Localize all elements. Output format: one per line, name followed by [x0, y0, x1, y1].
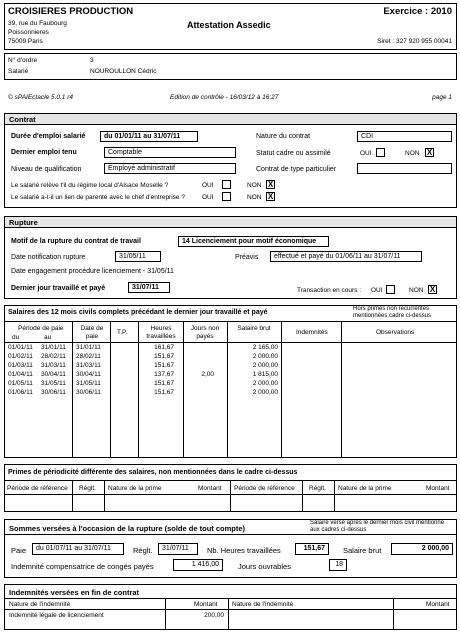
salaires-note: Hors primes non récurrentes mentionnées cadre ci-dessus: [353, 306, 432, 319]
cell-au: 30/04/11: [41, 371, 66, 378]
cell-au: 31/05/11: [41, 380, 66, 387]
siret: Siret : 327 920 955 00041: [377, 38, 452, 45]
address-line-1: 39, rue du Faubourg: [8, 20, 67, 27]
notif-label: Date notification rupture: [11, 254, 86, 261]
alsace-oui-label: OUI: [202, 182, 214, 189]
primes-h-nature-1: Nature de la prime: [108, 485, 162, 492]
preavis-field: effectué et payé du 01/06/11 au 31/07/11: [270, 251, 422, 262]
transaction-non-checkbox: X: [429, 285, 436, 294]
alsace-oui-checkbox: [222, 180, 231, 189]
cell-du: 01/03/11: [8, 362, 33, 369]
address-line-3: 75009 Paris: [8, 38, 43, 45]
paie-label: Paie: [11, 546, 27, 555]
cell-salaire: 1 815,00: [252, 371, 278, 378]
cadre-label: Statut cadre ou assimilé: [256, 150, 331, 157]
h-jours: Jours non payés: [190, 325, 220, 340]
dernier-field: 31/07/11: [128, 282, 170, 293]
conges-label: Indemnité compensatrice de congés payés: [11, 562, 154, 571]
reglt-field: 31/07/11: [158, 543, 198, 555]
exercise-year: Exercice : 2010: [383, 6, 452, 17]
cell-salaire: 2 000,00: [252, 380, 278, 387]
indemnites-header-divider: [4, 609, 457, 610]
emploi-label: Dernier emploi tenu: [11, 149, 77, 156]
indemnites-h-montant-2: Montant: [426, 601, 450, 608]
nature-label: Nature du contrat: [256, 133, 311, 140]
order-value: 3: [90, 57, 94, 64]
primes-col-2: [104, 480, 105, 512]
cadre-oui-label: OUI: [360, 150, 372, 157]
duree-label: Durée d'emploi salarié: [11, 133, 86, 140]
cell-salaire: 2 000,00: [252, 362, 278, 369]
cell-heures: 151,67: [154, 353, 174, 360]
cell-date: 31/03/11: [76, 362, 101, 369]
alsace-non-label: NON: [247, 182, 262, 189]
primes-col-1: [72, 480, 73, 512]
software-version: © sPAIEctacle 5.0.1 r4: [8, 94, 74, 101]
engagement-date: Date engagement procédure licenciement - 31/05/11: [11, 268, 174, 275]
primes-h-nature-2: Nature de la prime: [338, 485, 392, 492]
cell-heures: 151,67: [154, 389, 174, 396]
primes-title: Primes de périodicité différente des salaires, non mentionnées dans le cadre ci-dessus: [8, 469, 298, 476]
employee-name: NOUROULLON Cédric: [90, 68, 157, 75]
sommes-note: Salaire versé après le dernier mois civil mentionné aux cadres ci-dessus: [310, 520, 445, 533]
cell-du: 01/01/11: [8, 344, 33, 351]
cell-au: 31/01/11: [41, 344, 66, 351]
primes-h-reglt-2: Réglt.: [309, 485, 326, 492]
duree-field: du 01/01/11 au 31/07/11: [100, 131, 198, 142]
table-row: [0, 389, 460, 398]
h-heures: Heures travaillées: [146, 325, 176, 340]
table-row: [0, 380, 460, 389]
cell-date: 30/06/11: [76, 389, 101, 396]
parente-oui-checkbox: [222, 192, 231, 201]
indemnites-h-montant-1: Montant: [194, 601, 218, 608]
jours-label: Jours ouvrables: [238, 562, 291, 571]
reglt-label: Réglt.: [133, 546, 153, 555]
salaires-header-divider: [4, 342, 457, 343]
qualif-label: Niveau de qualification: [11, 166, 82, 173]
employee-box: [4, 53, 457, 80]
table-row: [0, 362, 460, 371]
motif-field: 14 Licenciement pour motif économique: [178, 236, 329, 247]
rupture-title: Rupture: [5, 217, 456, 228]
primes-h-periode-2: Période de référence: [234, 485, 295, 492]
alsace-non-checkbox: X: [267, 180, 274, 189]
table-row: [0, 612, 460, 621]
emploi-field: Comptable: [104, 147, 236, 158]
heures-label: Nb. Heures travaillées: [207, 546, 281, 555]
primes-h-reglt-1: Réglt.: [79, 485, 96, 492]
cell-du: 01/04/11: [8, 371, 33, 378]
parente-oui-label: OUI: [202, 194, 214, 201]
cell-date: 31/01/11: [76, 344, 101, 351]
salaires-title: Salaires des 12 mois civils complets précédant le dernier jour travaillé et payé: [8, 309, 268, 316]
cell-jours: 2,00: [201, 371, 214, 378]
motif-label: Motif de la rupture du contrat de travail: [11, 238, 141, 245]
cell-du: 01/06/11: [8, 389, 33, 396]
edition-info: Edition de contrôle - 16/03/12 à 16:27: [170, 94, 279, 101]
dernier-label: Dernier jour travaillé et payé: [11, 285, 106, 292]
h-date: Date de paie: [80, 325, 104, 340]
cell-salaire: 2 000,00: [252, 389, 278, 396]
type-field: [357, 163, 452, 174]
page-number: page 1: [432, 94, 452, 101]
h-du: du: [12, 334, 20, 341]
table-row: [0, 353, 460, 362]
cell-date: 28/02/11: [76, 353, 101, 360]
conges-field: 1 416,00: [173, 559, 223, 571]
primes-col-4: [302, 480, 303, 512]
alsace-label: Le salarié relève t'il du régime local d'Alsace Moselle ?: [11, 182, 169, 189]
h-indemnites: Indemnités: [296, 329, 328, 336]
salaire-field: 2 000,00: [391, 543, 453, 555]
cell-salaire: 2 165,00: [252, 344, 278, 351]
transaction-oui-checkbox: [386, 285, 395, 294]
indemnite-montant: 200,00: [204, 612, 224, 619]
order-label: N° d'ordre: [8, 57, 38, 64]
salaire-label: Salaire brut: [343, 546, 382, 555]
parente-non-checkbox: X: [267, 192, 274, 201]
primes-h-montant-2: Montant: [426, 485, 450, 492]
h-periode: Période de paie: [18, 325, 64, 332]
indemnites-title: Indemnités versées en fin de contrat: [9, 588, 140, 597]
cell-heures: 137,67: [154, 371, 174, 378]
indemnites-h-nature-1: Nature de l'indemnité: [9, 601, 71, 608]
cadre-oui-checkbox: [376, 148, 385, 157]
indemnite-nature: Indemnité légale de licenciement: [9, 612, 104, 619]
cell-au: 28/02/11: [41, 353, 66, 360]
primes-col-5: [334, 480, 335, 512]
indemnites-title-divider: [4, 598, 457, 599]
transaction-label: Transaction en cours :: [297, 287, 362, 294]
sommes-title: Sommes versées à l'occasion de la rupture (solde de tout compte): [9, 524, 246, 533]
indemnites-h-nature-2: Nature de l'indemnité: [232, 601, 294, 608]
cell-du: 01/02/11: [8, 353, 33, 360]
preavis-label: Préavis: [235, 254, 259, 261]
contrat-title: Contrat: [5, 114, 456, 125]
primes-h-periode-1: Période de référence: [7, 485, 68, 492]
cell-date: 31/05/11: [76, 380, 101, 387]
paie-field: du 01/07/11 au 31/07/11: [32, 543, 124, 555]
cell-au: 30/06/11: [41, 389, 66, 396]
primes-h-montant-1: Montant: [198, 485, 222, 492]
h-observations: Observations: [376, 329, 415, 336]
heures-field: 151,67: [295, 543, 329, 555]
company-name: CROISIERES PRODUCTION: [8, 6, 134, 17]
cell-date: 30/04/11: [76, 371, 101, 378]
employee-label: Salarié: [8, 68, 29, 75]
nature-field: CDI: [357, 131, 452, 142]
h-tp: T.P.: [117, 329, 128, 336]
document-title: Attestation Assedic: [187, 20, 271, 30]
address-line-2: Poissonnieres: [8, 29, 49, 36]
transaction-non-label: NON: [409, 287, 424, 294]
parente-non-label: NON: [247, 194, 262, 201]
cell-heures: 151,67: [154, 380, 174, 387]
cell-heures: 151,67: [154, 362, 174, 369]
cadre-non-label: NON: [405, 150, 420, 157]
parente-label: Le salarié a-t-il un lien de parenté avec le chef d'entreprise ?: [11, 194, 185, 201]
type-label: Contrat de type particulier: [256, 166, 337, 173]
table-row: [0, 371, 460, 380]
cell-du: 01/05/11: [8, 380, 33, 387]
table-row: [0, 344, 460, 353]
notif-field: 31/05/11: [115, 251, 161, 262]
primes-col-3: [230, 480, 231, 512]
transaction-oui-label: OUI: [371, 287, 383, 294]
cell-salaire: 2 000,00: [252, 353, 278, 360]
cadre-non-checkbox: X: [426, 148, 433, 157]
qualif-field: Employé administratif: [104, 163, 236, 174]
cell-heures: 161,67: [154, 344, 174, 351]
h-salaire: Salaire brut: [237, 325, 271, 332]
cell-au: 31/03/11: [41, 362, 66, 369]
jours-field: 18: [329, 559, 347, 571]
h-au: au: [44, 334, 52, 341]
